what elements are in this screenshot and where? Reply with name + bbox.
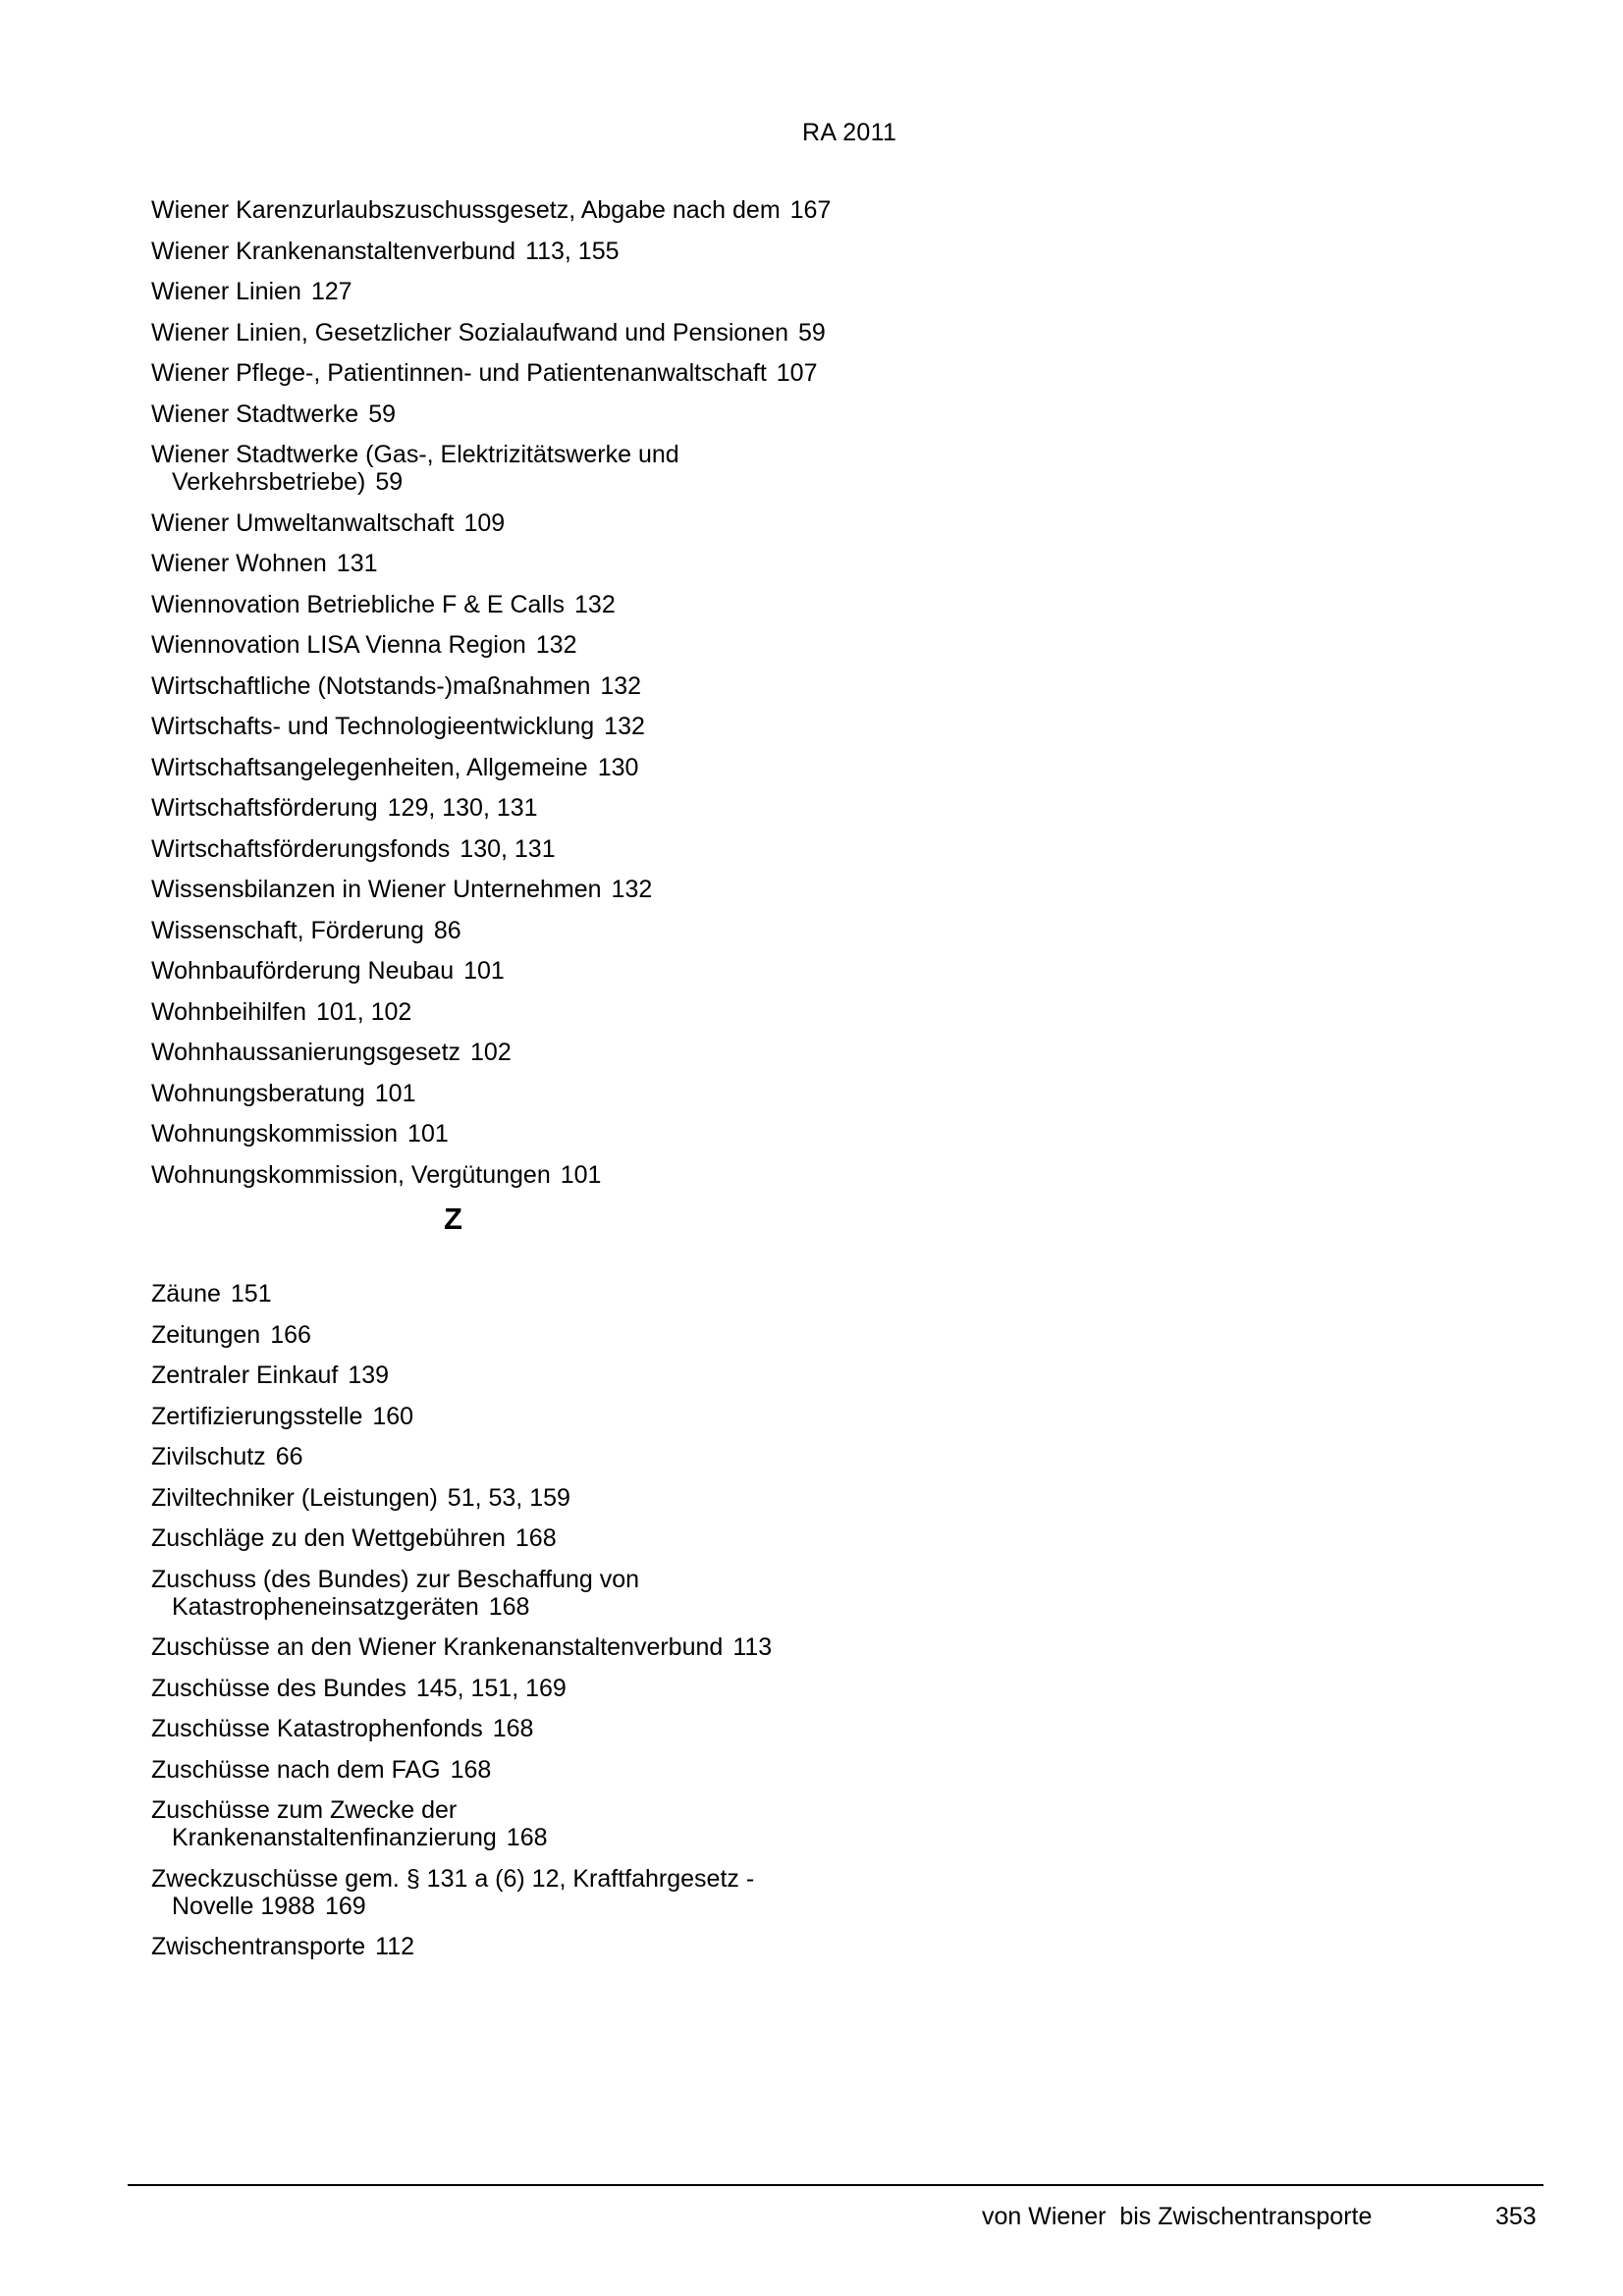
index-page-refs: 145, 151, 169 (415, 1674, 567, 1702)
index-page-refs: 132 (535, 631, 577, 659)
index-page-refs: 113 (732, 1633, 773, 1661)
running-header: RA 2011 (802, 119, 897, 146)
index-page-refs: 66 (275, 1443, 303, 1470)
index-entry (151, 631, 839, 659)
index-entry (151, 509, 839, 537)
index-entry (151, 278, 839, 305)
index-page-refs: 169 (324, 1892, 366, 1920)
index-page-refs: 151 (230, 1280, 272, 1308)
index-entry (151, 1403, 839, 1430)
index-entry (151, 1039, 839, 1066)
index-entry (151, 591, 839, 618)
index-page-refs: 168 (492, 1715, 534, 1742)
index-term: Wissenschaft, Förderung (151, 916, 424, 944)
index-entry (151, 441, 839, 496)
index-entry (151, 876, 839, 903)
index-entry (151, 917, 839, 944)
index-page-refs: 129, 130, 131 (387, 794, 538, 822)
index-term: Wirtschaftliche (Notstands-)maßnahmen (151, 671, 591, 700)
index-term: Wirtschaftsangelegenheiten, Allgemeine (151, 753, 588, 781)
index-term: Zuschuss (des Bundes) zur Beschaffung von Katastropheneinsatzgeräten (151, 1565, 640, 1621)
index-entry (151, 238, 839, 265)
index-page-refs: 132 (600, 671, 642, 700)
index-entry (151, 550, 839, 577)
index-page-refs: 102 (470, 1039, 512, 1066)
index-term: Wohnbauförderung Neubau (151, 957, 455, 985)
index-term: Zuschüsse des Bundes (151, 1674, 406, 1702)
index-page-refs: 101, 102 (315, 997, 412, 1026)
index-term: Wohnungskommission (151, 1120, 399, 1148)
index-term: Zuschüsse nach dem FAG (151, 1755, 441, 1784)
index-entry (151, 1443, 839, 1470)
index-term: Wirtschafts- und Technologieentwicklung (151, 713, 595, 740)
index-page-refs: 101 (463, 957, 505, 985)
index-term: Wiennovation Betriebliche F & E Calls (151, 590, 566, 618)
index-page-refs: 112 (375, 1933, 415, 1960)
index-term: Zuschüsse zum Zwecke der Krankenanstaltenfinanzierung (151, 1796, 497, 1851)
index-entry (151, 400, 839, 428)
index-entry (151, 1080, 839, 1107)
index-page-refs: 51, 53, 159 (447, 1483, 570, 1512)
index-entry (151, 794, 839, 822)
index-term: Wohnungsberatung (151, 1079, 365, 1107)
index-entry (151, 1865, 839, 1920)
index-page-refs: 166 (270, 1320, 311, 1349)
index-entry (151, 672, 839, 700)
index-entry (151, 1120, 839, 1148)
index-entry (151, 957, 839, 985)
index-term: Zeitungen (151, 1320, 261, 1349)
index-term: Wohnbeihilfen (151, 997, 306, 1026)
index-term: Wiener Wohnen (151, 550, 327, 577)
index-page-refs: 101 (560, 1160, 602, 1189)
page-number: 353 (1495, 2203, 1537, 2230)
index-entry (151, 1280, 839, 1308)
index-term: Wiener Stadtwerke (151, 400, 359, 428)
index-page-refs: 86 (433, 916, 461, 944)
index-page-refs: 168 (450, 1755, 492, 1784)
index-term: Zentraler Einkauf (151, 1362, 339, 1389)
index-term: Wiener Karenzurlaubszuschussgesetz, Abgabe nach dem (151, 196, 781, 224)
section-letter-heading: Z (444, 1201, 462, 1236)
index-term: Wohnungskommission, Vergütungen (151, 1160, 551, 1189)
index-term: Wiener Linien, Gesetzlicher Sozialaufwand und Pensionen (151, 318, 788, 347)
index-entry (151, 1161, 839, 1189)
index-page-refs: 113, 155 (525, 237, 620, 265)
index-page-refs: 168 (514, 1524, 557, 1552)
index-page-refs: 160 (372, 1402, 414, 1430)
index-term: Zivilschutz (151, 1443, 266, 1470)
index-term: Wissensbilanzen in Wiener Unternehmen (151, 876, 602, 903)
index-page-refs: 131 (336, 550, 378, 577)
index-entry (151, 1362, 839, 1389)
index-term: Wiener Linien (151, 278, 301, 305)
index-entry (151, 1675, 839, 1702)
index-term: Wiener Umweltanwaltschaft (151, 508, 455, 537)
index-page-refs: 132 (574, 590, 616, 618)
index-page-refs: 132 (611, 876, 653, 903)
index-page-refs: 109 (463, 508, 506, 537)
index-page-refs: 132 (604, 713, 645, 740)
index-page-refs: 168 (506, 1824, 548, 1851)
index-entry (151, 359, 839, 387)
index-term: Zuschüsse Katastrophenfonds (151, 1715, 483, 1742)
index-term: Wiener Pflege-, Patientinnen- und Patientenanwaltschaft (151, 359, 767, 387)
index-column (151, 196, 839, 1974)
index-page-refs: 107 (776, 359, 818, 387)
index-term: Wiener Stadtwerke (Gas-, Elektrizitätswerke und Verkehrsbetriebe) (151, 441, 679, 496)
index-term: Zuschläge zu den Wettgebühren (151, 1524, 506, 1552)
index-entry (151, 319, 839, 347)
index-entry (151, 835, 839, 863)
footer-range: von Wiener bis Zwischentransporte (982, 2203, 1373, 2230)
index-term: Wirtschaftsförderung (151, 794, 378, 822)
index-page-refs: 168 (488, 1592, 530, 1621)
index-page-refs: 101 (407, 1120, 449, 1148)
index-term: Zäune (151, 1280, 221, 1308)
index-entry (151, 1633, 839, 1661)
index-entry (151, 196, 839, 224)
index-page-refs: 59 (368, 400, 397, 428)
index-page-refs: 101 (374, 1079, 416, 1107)
index-entry (151, 754, 839, 781)
index-entry (151, 1524, 839, 1552)
index-term: Wiener Krankenanstaltenverbund (151, 237, 516, 265)
index-term: Zuschüsse an den Wiener Krankenanstaltenverbund (151, 1633, 724, 1661)
index-term: Wirtschaftsförderungsfonds (151, 834, 451, 863)
index-entry (151, 1715, 839, 1742)
index-page-refs: 59 (798, 318, 826, 347)
index-entry (151, 998, 839, 1026)
index-page-refs: 130, 131 (460, 834, 556, 863)
index-term: Wohnhaussanierungsgesetz (151, 1039, 461, 1066)
index-page-refs: 130 (597, 753, 639, 781)
footer-divider (128, 2184, 1543, 2186)
index-page-refs: 59 (375, 468, 404, 496)
index-entry (151, 1796, 839, 1851)
index-page-refs: 139 (348, 1362, 390, 1389)
index-entry (151, 1566, 839, 1621)
index-page-refs: 167 (789, 196, 832, 224)
index-term: Zwischentransporte (151, 1933, 366, 1960)
index-term: Zweckzuschüsse gem. § 131 a (6) 12, Kraftfahrgesetz - Novelle 1988 (151, 1864, 755, 1920)
index-term: Ziviltechniker (Leistungen) (151, 1483, 438, 1512)
index-term: Wiennovation LISA Vienna Region (151, 631, 526, 659)
index-term: Zertifizierungsstelle (151, 1402, 363, 1430)
index-entry (151, 713, 839, 740)
index-entry (151, 1484, 839, 1512)
index-entry (151, 1756, 839, 1784)
index-entry (151, 1321, 839, 1349)
index-page-refs: 127 (310, 278, 352, 305)
index-entry (151, 1933, 839, 1960)
